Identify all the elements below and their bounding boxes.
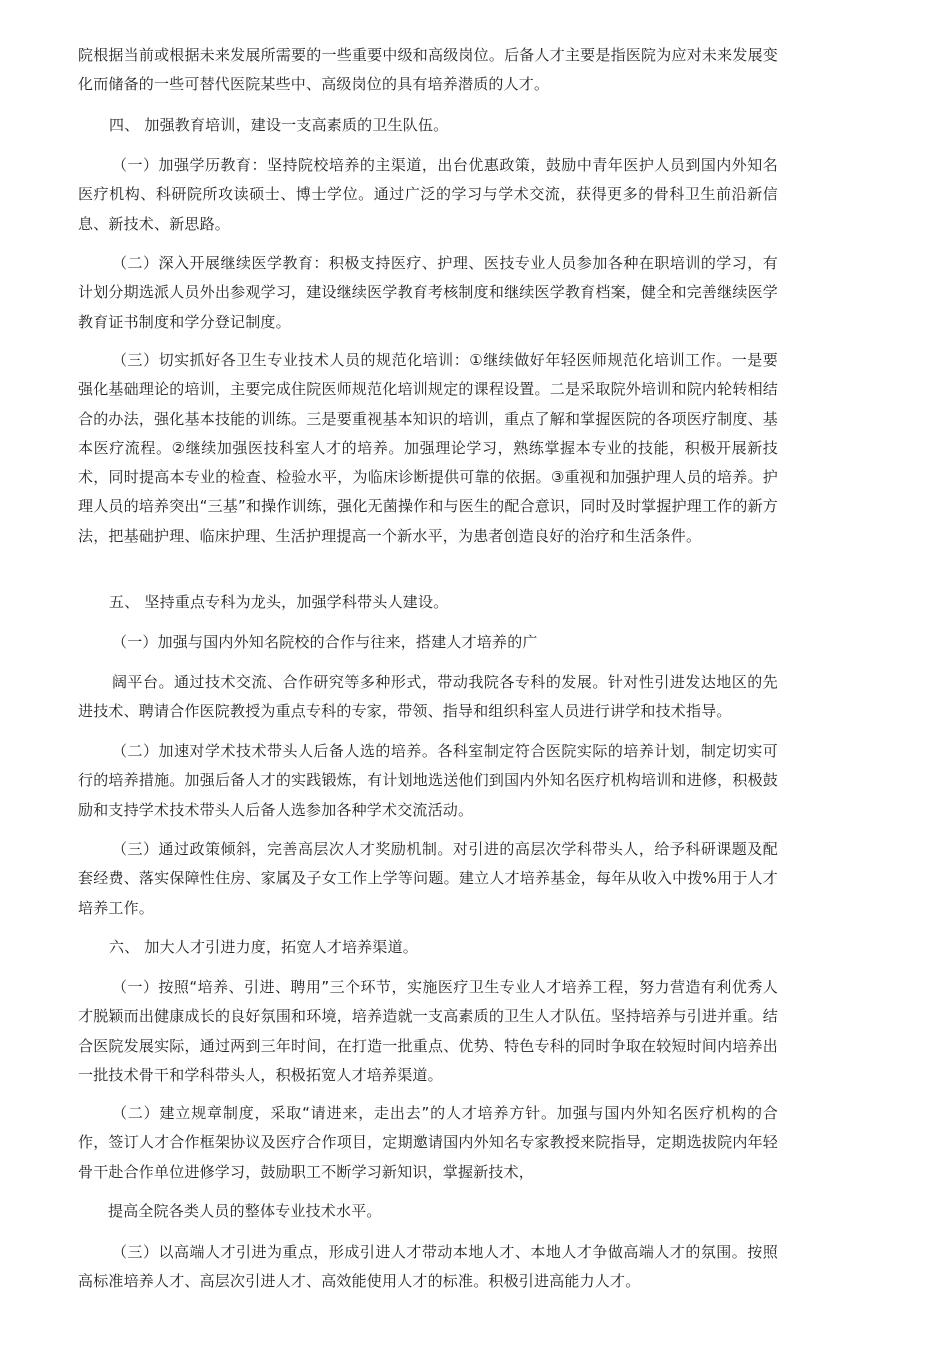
paragraph-intro-continued: 院根据当前或根据未来发展所需要的一些重要中级和高级岗位。后备人才主要是指医院为应对未来发展变化而储备的一些可替代医院某些中、高级岗位的具有培养潜质的人才。 [78,46,778,94]
paragraph-4-2: （二）深入开展继续医学教育：积极支持医疗、护理、医技专业人员参加各种在职培训的学习，有计划分期选派人员外出参观学习，建设继续医学教育考核制度和继续医学教育档案，健全和完善继续医学教育证书制度和学分登记制度。 [78,254,778,331]
heading-section-4: 四、 加强教育培训，建设一支高素质的卫生队伍。 [109,116,449,134]
paragraph-6-3: （三）以高端人才引进为重点，形成引进人才带动本地人才、本地人才争做高端人才的氛围。按照高标准培养人才、高层次引进人才、高效能使用人才的标准。积极引进高能力人才。 [78,1243,778,1291]
paragraph-5-1-start: （一）加强与国内外知名院校的合作与往来，搭建人才培养的广 [112,633,538,651]
paragraph-6-2: （二）建立规章制度，采取“请进来，走出去”的人才培养方针。加强与国内外知名医疗机构的合作，签订人才合作框架协议及医疗合作项目，定期邀请国内外知名专家教授来院指导，定期选拔院内年轻骨干赴合作单位进修学习，鼓励职工不断学习新知识，掌握新技术， [78,1104,778,1181]
paragraph-6-2-continued: 提高全院各类人员的整体专业技术水平。 [108,1202,382,1220]
paragraph-5-3: （三）通过政策倾斜，完善高层次人才奖励机制。对引进的高层次学科带头人，给予科研课题及配套经费、落实保障性住房、家属及子女工作上学等问题。建立人才培养基金，每年从收入中拨%用于人才培养工作。 [78,840,778,917]
paragraph-4-3: （三）切实抓好各卫生专业技术人员的规范化培训：①继续做好年轻医师规范化培训工作。一是要强化基础理论的培训，主要完成住院医师规范化培训规定的课程设置。二是采取院外培训和院内轮转相结合的办法，强化基本技能的训练。三是要重视基本知识的培训，重点了解和掌握医院的各项医疗制度、基本医疗流程。②继续加强医技科室人才的培养。加强理论学习，熟练掌握本专业的技能，积极开展新技术，同时提高本专业的检查、检验水平，为临床诊断提供可靠的依据。③重视和加强护理人员的培养。护理人员的培养突出“三基”和操作训练，强化无菌操作和与医生的配合意识，同时及时掌握护理工作的新方法，把基础护理、临床护理、生活护理提高一个新水平，为患者创造良好的治疗和生活条件。 [78,351,778,545]
paragraph-5-2: （二）加速对学术技术带头人后备人选的培养。各科室制定符合医院实际的培养计划，制定切实可行的培养措施。加强后备人才的实践锻炼，有计划地选送他们到国内外知名医疗机构培训和进修，积极鼓励和支持学术技术带头人后备人选参加各种学术交流活动。 [78,742,778,819]
heading-section-5: 五、 坚持重点专科为龙头，加强学科带头人建设。 [109,593,449,611]
paragraph-6-1: （一）按照“培养、引进、聘用”三个环节，实施医疗卫生专业人才培养工程，努力营造有利优秀人才脱颖而出健康成长的良好氛围和环境，培养造就一支高素质的卫生人才队伍。坚持培养与引进并重。结合医院发展实际，通过两到三年时间，在打造一批重点、优势、特色专科的同时争取在较短时间内培养出一批技术骨干和学科带头人，积极拓宽人才培养渠道。 [78,978,778,1084]
heading-section-6: 六、 加大人才引进力度，拓宽人才培养渠道。 [109,938,418,956]
paragraph-4-1: （一）加强学历教育：坚持院校培养的主渠道，出台优惠政策，鼓励中青年医护人员到国内外知名医疗机构、科研院所攻读硕士、博士学位。通过广泛的学习与学术交流，获得更多的骨科卫生前沿新信息、新技术、新思路。 [78,156,778,233]
paragraph-5-1-continued: 阔平台。通过技术交流、合作研究等多种形式，带动我院各专科的发展。针对性引进发达地区的先进技术、聘请合作医院教授为重点专科的专家，带领、指导和组织科室人员进行讲学和技术指导。 [78,673,778,721]
